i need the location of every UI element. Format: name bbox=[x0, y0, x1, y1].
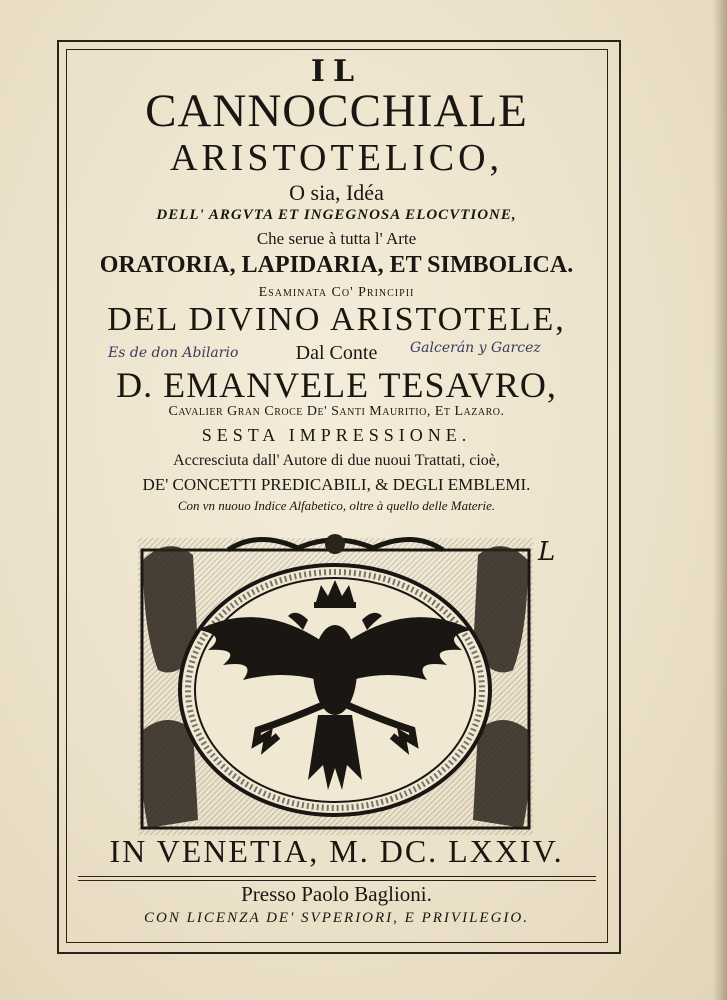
title-il: IL bbox=[310, 54, 363, 89]
author-dal-conte: Dal Conte bbox=[295, 342, 378, 364]
subtitle-elocutione: DELL' ARGVTA ET INGEGNOSA ELOCVTIONE, bbox=[156, 207, 517, 223]
title-cannocchiale: CANNOCCHIALE bbox=[145, 85, 528, 137]
handwritten-note-right: Galcerán y Garcez bbox=[410, 340, 541, 356]
eagle-emblem-icon bbox=[138, 530, 533, 835]
handwritten-note-left: Es de don Abilario bbox=[108, 345, 239, 361]
imprint-place-date: IN VENETIA, M. DC. LXXIV. bbox=[109, 833, 564, 869]
edition-line: SESTA IMPRESSIONE. bbox=[201, 425, 472, 445]
handwritten-margin-mark: L bbox=[538, 537, 556, 567]
author-name: D. EMANVELE TESAVRO, bbox=[116, 365, 557, 405]
spine-shadow bbox=[713, 0, 727, 1000]
author-title: Cavalier Gran Croce De' Santi Mauritio, Et Lazaro. bbox=[168, 404, 505, 419]
indice-line: Con vn nuouo Indice Alfabetico, oltre à quello delle Materie. bbox=[177, 498, 496, 513]
subtitle-divino-aristotele: DEL DIVINO ARISTOTELE, bbox=[107, 301, 566, 338]
divider-rule bbox=[78, 876, 596, 877]
subtitle-osia: O sia, Idéa bbox=[289, 180, 384, 205]
imprint-licenza: CON LICENZA DE' SVPERIORI, E PRIVILEGIO. bbox=[144, 910, 529, 926]
subtitle-esaminata: Esaminata Co' Principii bbox=[258, 285, 415, 300]
title-aristotelico: ARISTOTELICO, bbox=[169, 137, 504, 179]
imprint-publisher: Presso Paolo Baglioni. bbox=[241, 882, 432, 906]
concetti-line: DE' CONCETTI PREDICABILI, & DEGLI EMBLEMI. bbox=[142, 475, 531, 494]
divider-rule bbox=[78, 880, 596, 881]
subtitle-oratoria: ORATORIA, LAPIDARIA, ET SIMBOLICA. bbox=[99, 252, 574, 278]
accresciuta-line: Accresciuta dall' Autore di due nuoui Trattati, cioè, bbox=[173, 452, 500, 469]
subtitle-serue: Che serue à tutta l' Arte bbox=[256, 229, 417, 248]
